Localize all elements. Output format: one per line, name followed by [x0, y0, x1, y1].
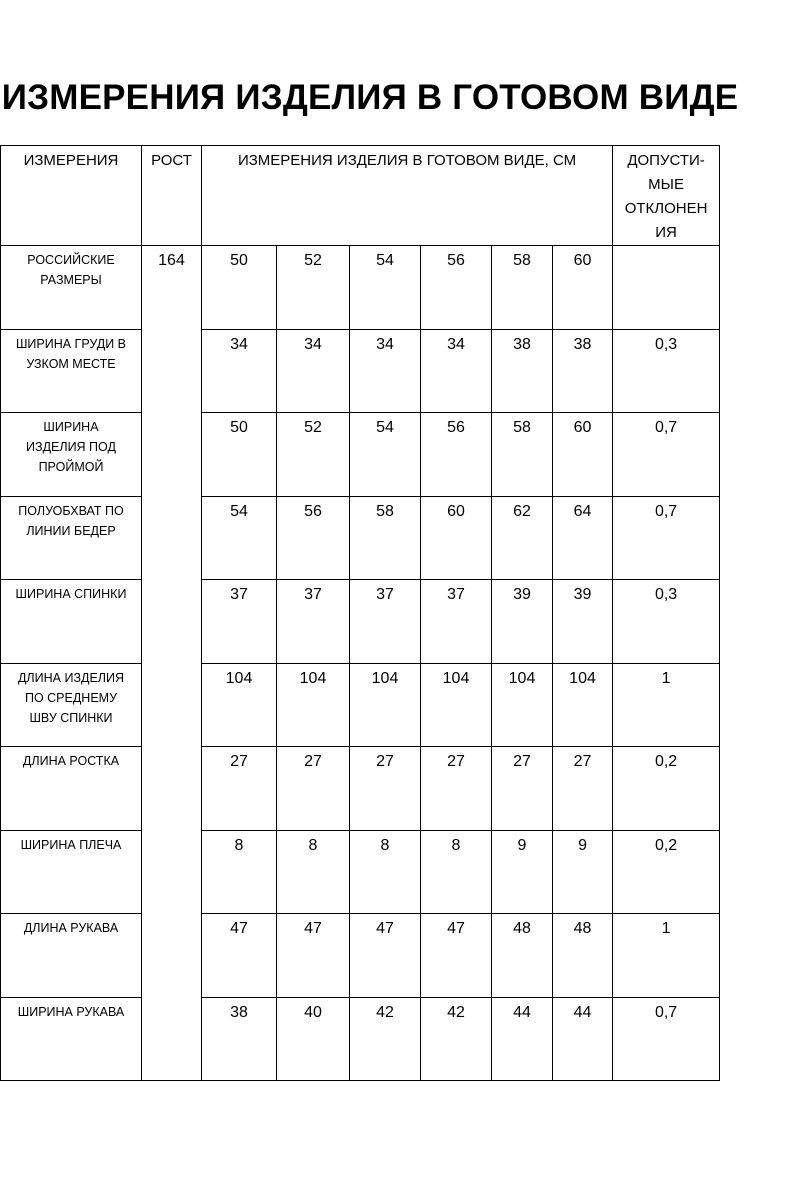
size-value: 34 — [277, 329, 350, 413]
size-value: 27 — [553, 747, 613, 831]
size-value: 37 — [350, 580, 421, 664]
table-row — [1, 663, 720, 747]
measurement-label-line: ЛИНИИ БЕДЕР — [26, 523, 116, 538]
header-tolerance-line: ИЯ — [655, 224, 677, 241]
measurement-label-line: ПО СРЕДНЕМУ — [24, 690, 118, 705]
size-value: 104 — [277, 663, 350, 747]
size-value: 27 — [492, 747, 553, 831]
header-tolerance-line: ДОПУСТИ- — [627, 152, 705, 169]
measurement-label — [1, 496, 142, 580]
measurement-label-line: УЗКОМ МЕСТЕ — [26, 356, 116, 371]
table-row — [1, 914, 720, 998]
measurement-label — [1, 246, 142, 330]
size-value: 44 — [492, 997, 553, 1081]
tolerance-value: 0,7 — [613, 413, 720, 497]
measurement-label — [1, 747, 142, 831]
height-value: 164 — [142, 246, 202, 1081]
size-value: 37 — [277, 580, 350, 664]
size-value: 104 — [202, 663, 277, 747]
tolerance-value — [613, 246, 720, 330]
size-value: 54 — [350, 246, 421, 330]
header-tolerance — [613, 146, 720, 246]
size-value: 34 — [202, 329, 277, 413]
measurement-label-line: РОССИЙСКИЕ — [27, 253, 115, 267]
table-row — [1, 997, 720, 1081]
size-value: 39 — [492, 580, 553, 664]
table-row — [1, 246, 720, 330]
size-value: 50 — [202, 246, 277, 330]
size-value: 42 — [350, 997, 421, 1081]
tolerance-value: 0,7 — [613, 997, 720, 1081]
size-value: 54 — [350, 413, 421, 497]
measurement-label — [1, 663, 142, 747]
measurement-label-line: ПОЛУОБХВАТ ПО — [18, 503, 124, 518]
size-value: 34 — [350, 329, 421, 413]
size-value: 62 — [492, 496, 553, 580]
tolerance-value: 0,3 — [613, 580, 720, 664]
size-value: 56 — [421, 246, 492, 330]
size-value: 34 — [421, 329, 492, 413]
size-value: 104 — [492, 663, 553, 747]
measurements-table — [0, 145, 720, 1081]
size-value: 47 — [202, 914, 277, 998]
size-value: 54 — [202, 496, 277, 580]
table-row — [1, 329, 720, 413]
page-title: ИЗМЕРЕНИЯ ИЗДЕЛИЯ В ГОТОВОМ ВИДЕ — [1, 78, 739, 117]
header-sizes: ИЗМЕРЕНИЯ ИЗДЕЛИЯ В ГОТОВОМ ВИДЕ, СМ — [202, 146, 613, 246]
tolerance-value: 0,7 — [613, 496, 720, 580]
measurement-label-line: ШИРИНА ГРУДИ В — [15, 336, 127, 351]
size-value: 47 — [421, 914, 492, 998]
size-value: 48 — [492, 914, 553, 998]
tolerance-value: 1 — [613, 914, 720, 998]
size-value: 9 — [492, 830, 553, 914]
measurement-label-line: ШИРИНА СПИНКИ — [15, 587, 127, 601]
header-height: РОСТ — [142, 146, 202, 246]
size-value: 50 — [202, 413, 277, 497]
tolerance-value: 0,3 — [613, 329, 720, 413]
size-value: 64 — [553, 496, 613, 580]
measurement-label-line: ШВУ СПИНКИ — [29, 710, 113, 725]
table-row — [1, 413, 720, 497]
measurement-label — [1, 413, 142, 497]
header-measurement: ИЗМЕРЕНИЯ — [1, 146, 142, 246]
size-value: 47 — [277, 914, 350, 998]
measurement-label — [1, 914, 142, 998]
size-value: 47 — [350, 914, 421, 998]
size-value: 52 — [277, 413, 350, 497]
size-value: 37 — [202, 580, 277, 664]
measurement-label-line: РАЗМЕРЫ — [40, 273, 102, 287]
size-value: 8 — [277, 830, 350, 914]
size-value: 56 — [277, 496, 350, 580]
measurement-label-line: ДЛИНА РУКАВА — [23, 921, 119, 935]
size-value: 56 — [421, 413, 492, 497]
measurement-label-line: ШИРИНА — [43, 420, 99, 434]
size-value: 40 — [277, 997, 350, 1081]
size-value: 39 — [553, 580, 613, 664]
size-value: 42 — [421, 997, 492, 1081]
table-row — [1, 830, 720, 914]
measurement-label — [1, 830, 142, 914]
measurement-label-line: ДЛИНА ИЗДЕЛИЯ — [17, 670, 125, 685]
table-row — [1, 580, 720, 664]
size-value: 104 — [350, 663, 421, 747]
tolerance-value: 0,2 — [613, 747, 720, 831]
size-value: 8 — [421, 830, 492, 914]
size-value: 27 — [421, 747, 492, 831]
measurement-label-line: ИЗДЕЛИЯ ПОД — [26, 440, 116, 454]
size-value: 8 — [350, 830, 421, 914]
table-row — [1, 496, 720, 580]
size-value: 48 — [553, 914, 613, 998]
size-value: 104 — [553, 663, 613, 747]
measurement-label — [1, 580, 142, 664]
measurement-label — [1, 329, 142, 413]
size-value: 58 — [350, 496, 421, 580]
size-value: 9 — [553, 830, 613, 914]
size-value: 27 — [350, 747, 421, 831]
size-value: 58 — [492, 413, 553, 497]
tolerance-value: 0,2 — [613, 830, 720, 914]
size-value: 60 — [553, 413, 613, 497]
size-value: 37 — [421, 580, 492, 664]
size-value: 38 — [492, 329, 553, 413]
size-value: 38 — [553, 329, 613, 413]
size-value: 38 — [202, 997, 277, 1081]
size-value: 104 — [421, 663, 492, 747]
size-value: 58 — [492, 246, 553, 330]
size-value: 27 — [202, 747, 277, 831]
table-header-row — [1, 146, 720, 246]
measurement-label — [1, 997, 142, 1081]
table-row — [1, 747, 720, 831]
size-value: 52 — [277, 246, 350, 330]
size-value: 60 — [553, 246, 613, 330]
measurement-label-line: ШИРИНА РУКАВА — [17, 1004, 125, 1019]
measurement-label-line: ШИРИНА ПЛЕЧА — [20, 837, 122, 852]
size-value: 44 — [553, 997, 613, 1081]
tolerance-value: 1 — [613, 663, 720, 747]
size-value: 60 — [421, 496, 492, 580]
size-value: 27 — [277, 747, 350, 831]
measurement-label-line: ДЛИНА РОСТКА — [22, 754, 120, 768]
measurement-label-line: ПРОЙМОЙ — [38, 460, 104, 474]
header-tolerance-line: МЫЕ — [648, 176, 684, 193]
size-value: 8 — [202, 830, 277, 914]
header-tolerance-line: ОТКЛОНЕН — [624, 200, 708, 217]
